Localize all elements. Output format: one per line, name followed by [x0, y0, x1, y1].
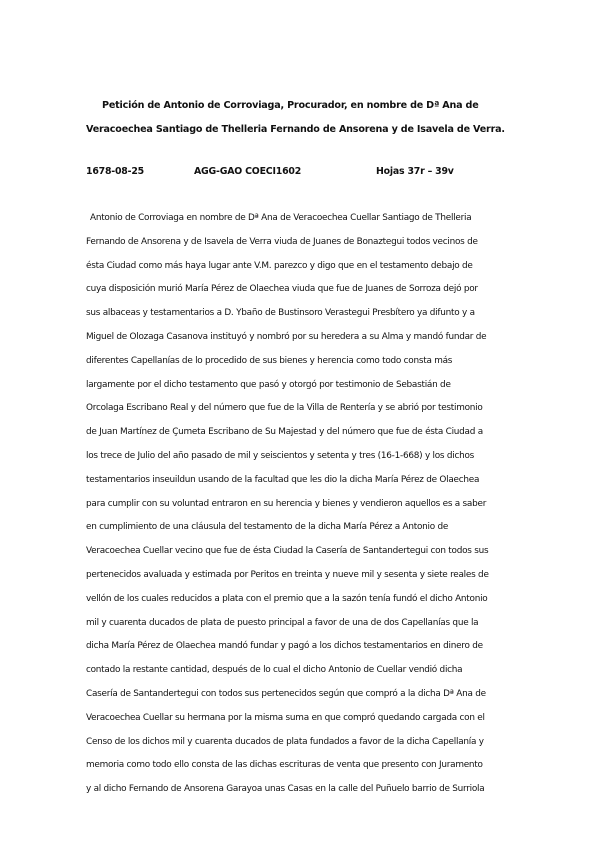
body-line: Veracoechea Cuellar su hermana por la misma suma en que compró quedando cargada con el — [86, 712, 485, 723]
body-line: Fernando de Ansorena y de Isavela de Verra viuda de Juanes de Bonaztegui todos vecinos de — [86, 236, 478, 247]
body-line: Miguel de Olozaga Casanova instituyó y nombró por su heredera a su Alma y mandó fundar de — [86, 331, 487, 342]
body-line: dicha María Pérez de Olaechea mandó fundar y pagó a los dichos testamentarios en dinero de — [86, 641, 483, 652]
body-line: Censo de los dichos mil y cuarenta ducados de plata fundados a favor de la dicha Capellanía y — [86, 736, 484, 747]
body-line: cuya disposición murió María Pérez de Olaechea viuda que fue de Juanes de Sorroza dejó por — [86, 284, 478, 295]
body-line: de Juan Martínez de Çumeta Escribano de Su Majestad y del número que fue de ésta Ciudad a — [86, 427, 483, 438]
body-line: mil y cuarenta ducados de plata de puesto principal a favor de una de dos Capellanías que la — [86, 617, 479, 628]
body-line: y al dicho Fernando de Ansorena Garayoa unas Casas en la calle del Puñuelo barrio de Surriola — [86, 784, 485, 795]
title-line-2: Veracoechea Santiago de Thelleria Fernando de Ansorena y de Isavela de Verra. — [86, 124, 505, 135]
body-line: largamente por el dicho testamento que pasó y otorgó por testimonio de Sebastián de — [86, 379, 451, 390]
body-line: sus albaceas y testamentarios a D. Ybaño de Bustinsoro Verastegui Presbítero ya difunto y a — [86, 308, 475, 319]
body-line: para cumplir con su voluntad entraron en su herencia y bienes y vendieron aquellos es a saber — [86, 498, 487, 509]
document-date: 1678-08-25 — [86, 166, 144, 177]
document-title — [86, 94, 526, 142]
body-line: testamentarios inseuildun usando de la facultad que les dio la dicha María Pérez de Olaechea — [86, 474, 480, 485]
body-line: ésta Ciudad como más haya lugar ante V.M. parezco y digo que en el testamento debajo de — [86, 260, 473, 271]
title-line-1: Petición de Antonio de Corroviaga, Procurador, en nombre de Dª Ana de — [102, 100, 479, 111]
body-line: Orcolaga Escribano Real y del número que fue de la Villa de Rentería y se abrió por testimonio — [86, 403, 483, 414]
body-line: diferentes Capellanías de lo procedido de sus bienes y herencia como todo consta más — [86, 355, 453, 366]
body-line: vellón de los cuales reducidos a plata con el premio que a la sazón tenía fundó el dicho Antonio — [86, 593, 488, 604]
body-line: Antonio de Corroviaga en nombre de Dª Ana de Veracoechea Cuellar Santiago de Thelleria — [90, 213, 472, 223]
body-line: Casería de Santandertegui con todos sus pertenecidos según que compró a la dicha Dª Ana de — [86, 688, 486, 699]
archive-reference: AGG-GAO COECI1602 — [194, 166, 302, 177]
body-line: en cumplimiento de una cláusula del testamento de la dicha María Pérez a Antonio de — [86, 522, 449, 533]
body-line: Veracoechea Cuellar vecino que fue de ésta Ciudad la Casería de Santandertegui con todos sus — [86, 546, 489, 557]
document-body — [86, 207, 526, 802]
body-line: los trece de Julio del año pasado de mil y seiscientos y setenta y tres (16-1-668) y los dichos — [86, 450, 475, 461]
body-line: memoria como todo ello consta de las dichas escrituras de venta que presento con Juramento — [86, 760, 483, 771]
body-line: pertenecidos avaluada y estimada por Peritos en treinta y nueve mil y sesenta y siete reales de — [86, 569, 489, 580]
body-line: contado la restante cantidad, después de lo cual el dicho Antonio de Cuellar vendió dicha — [86, 665, 463, 676]
page-range: Hojas 37r – 39v — [376, 166, 454, 177]
